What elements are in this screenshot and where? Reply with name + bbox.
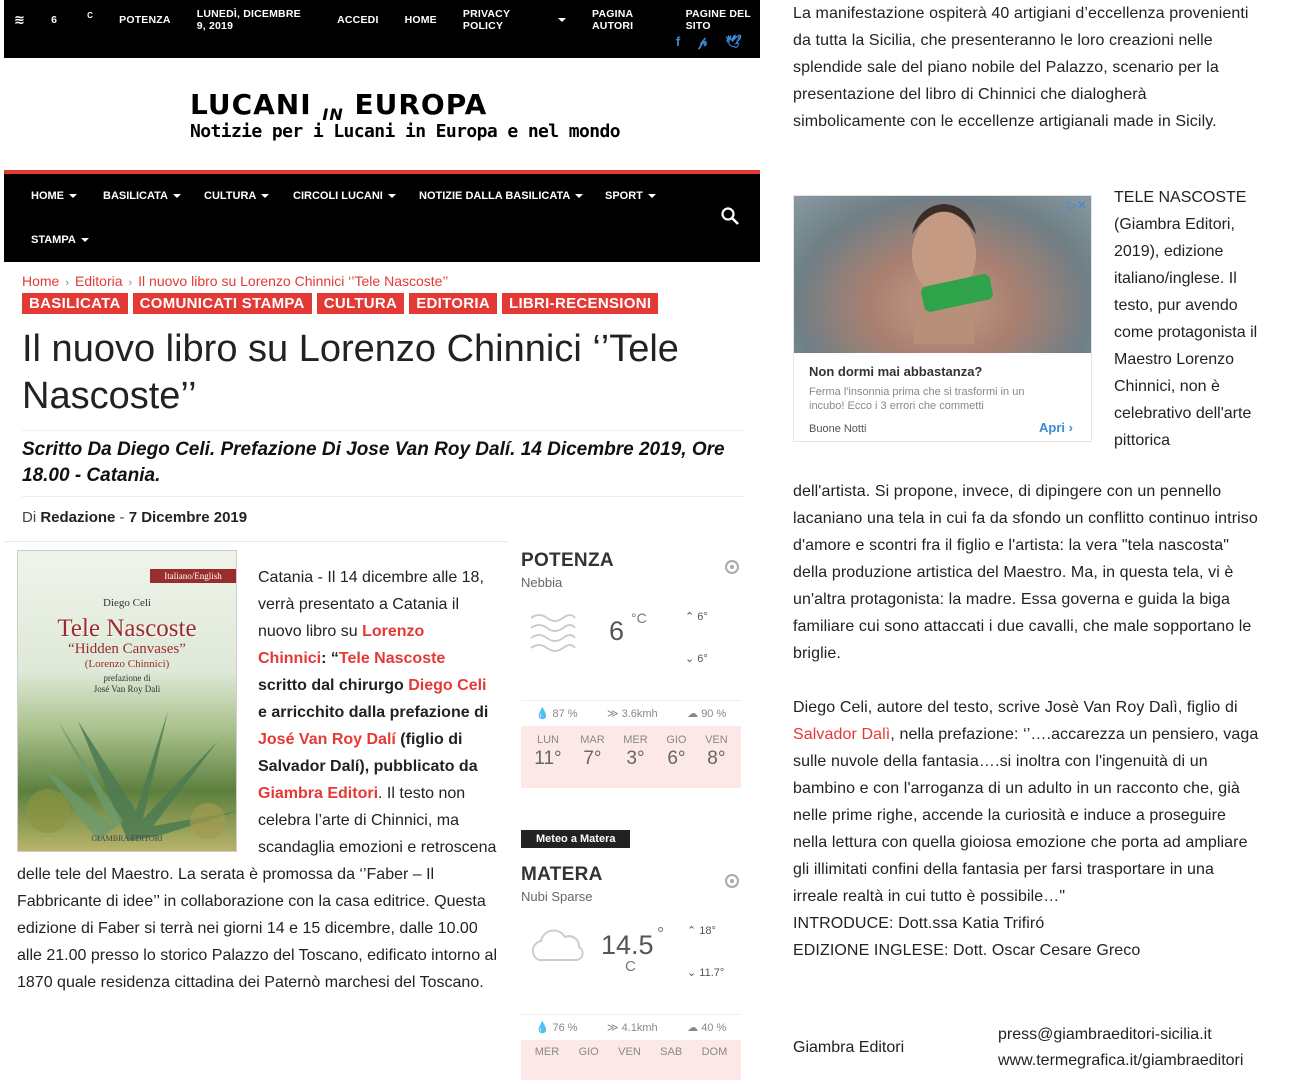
introduce-line: INTRODUCE: Dott.ssa Katia Trifiró bbox=[793, 915, 1045, 932]
weather-widget: ≋ 6 C POTENZA bbox=[14, 10, 171, 27]
ad-choices-icon[interactable]: ▷✕ bbox=[1067, 198, 1087, 212]
nav-notizie-basilicata[interactable]: NOTIZIE DALLA BASILICATA bbox=[419, 190, 583, 202]
breadcrumb-editoria[interactable]: Editoria bbox=[75, 273, 123, 289]
paragraph-manifestazione: La manifestazione ospiterà 40 artigiani d’eccellenza provenienti da tutta la Sicilia, che presenteranno le loro creazioni nelle splendide sale del piano nobile del Palazzo, scenario per la presentazione del libro di Chinnici che dialogherà simbolicamente con le eccellenze artigianali made in Sicily. bbox=[793, 5, 1249, 130]
right-column-text-2 bbox=[793, 478, 1263, 964]
nav-cultura[interactable]: CULTURA bbox=[204, 190, 269, 202]
nav-home[interactable]: HOME bbox=[31, 190, 77, 202]
weather-widget-potenza: POTENZA Nebbia 6 °C ⌃ 6° ⌄ 6° 💧 87 % ≫ 3.6kmh ☁ 90 % LUN 11° MAR 7° MER 3° GIO 6° VEN 8° Meteo a Matera MATERA Nubi Sparse 14.5 ° C ⌃ 18° ⌄ 11.7° 💧 76 % ≫ 4.1kmh ☁ 40 % MER GIO VEN SAB DOM bbox=[521, 550, 741, 1080]
forecast-row: LUN 11° MAR 7° MER 3° GIO 6° VEN 8° bbox=[521, 726, 741, 788]
nav-basilicata[interactable]: BASILICATA bbox=[103, 190, 181, 202]
twitter-icon[interactable]: 🕊 bbox=[725, 34, 742, 49]
publisher-name: Giambra Editori bbox=[793, 1039, 905, 1056]
tag-basilicata[interactable]: BASILICATA bbox=[22, 293, 128, 314]
contact-info bbox=[998, 1022, 1243, 1074]
nav-stampa[interactable]: STAMPA bbox=[31, 234, 89, 246]
nav-circoli-lucani[interactable]: CIRCOLI LUCANI bbox=[293, 190, 396, 202]
arrow-down-icon: ⌄ bbox=[685, 653, 695, 665]
link-giambra-editori[interactable]: Giambra Editori bbox=[258, 785, 379, 802]
location-icon[interactable] bbox=[725, 874, 739, 888]
book-cover-image: Italiano/English Diego Celi Tele Nascoste “Hidden Canvases” (Lorenzo Chinnici) prefazione di José Van Roy Dalì GIAMBRA EDITORI bbox=[17, 550, 237, 852]
link-salvador-dali[interactable]: Salvador Dalì bbox=[793, 726, 891, 743]
weather-tag: Meteo a Matera bbox=[521, 830, 630, 848]
fog-icon: ≋ bbox=[14, 12, 26, 27]
top-link-pagine[interactable]: PAGINE DEL SITO bbox=[685, 8, 751, 32]
site-tagline: Notizie per i Lucani in Europa e nel mondo bbox=[190, 121, 620, 142]
site-logo[interactable]: LUCANI $_{IN}$ EUROPA bbox=[190, 88, 488, 124]
article-date: 7 Dicembre 2019 bbox=[128, 509, 248, 526]
paragraph-prefazione: Diego Celi, autore del testo, scrive Josè Van Roy Dalì, figlio di Salvador Dalì, nella prefazione: ‘’….accarezza un pensiero, vaga sulle nuvole della fantasia….si inoltra con l'ingenuità di un bambino e con l'arroganza di un adulto in un racconto che, già nelle prime righe, accende la curiosità e induce a proseguire nella lettura con quella gioiosa emozione che porta ad ampliare gli illimitati confini della fantasia per farsi trasportare in una irreale realtà in cui tutto è possibile…" bbox=[793, 699, 1259, 905]
top-link-home[interactable]: HOME bbox=[404, 14, 437, 26]
english-edition-line: EDIZIONE INGLESE: Dott. Oscar Cesare Greco bbox=[793, 942, 1141, 959]
social-links bbox=[676, 34, 742, 50]
link-jose-van-roy-dali[interactable]: José Van Roy Dalí bbox=[258, 731, 396, 748]
chevron-right-icon: › bbox=[1068, 420, 1073, 435]
wind-icon: ≫ bbox=[607, 708, 619, 720]
article-title: Il nuovo libro su Lorenzo Chinnici ‘’Tele Nascoste’’ bbox=[22, 328, 679, 417]
breadcrumb-current: Il nuovo libro su Lorenzo Chinnici ‘’Tele Nascoste’’ bbox=[138, 273, 449, 289]
ad-open-button[interactable]: Apri › bbox=[1039, 420, 1073, 435]
right-column-text bbox=[793, 0, 1263, 135]
top-date: LUNEDÌ, DICEMBRE 9, 2019 bbox=[196, 8, 301, 32]
pinterest-icon[interactable]: 𝓅 bbox=[698, 34, 708, 49]
category-tags bbox=[22, 293, 658, 314]
divider bbox=[22, 496, 744, 497]
fog-icon bbox=[527, 610, 577, 654]
paragraph-tele-nascoste: TELE NASCOSTE (Giambra Editori, 2019), edizione italiano/inglese. Il testo, pur avendo come protagonista il Maestro Lorenzo Chinnici, non è celebrativo dell'arte pittorica bbox=[1114, 189, 1258, 449]
left-column bbox=[4, 0, 760, 1084]
paragraph-artista: dell'artista. Si propone, invece, di dipingere con un pennello lacaniano una tela in cui fa da sfondo un conflitto continuo intriso d'amore e scontri fra il figlio e l'artista: la vera "tela nascosta" della produzione artistica del Maestro. Ma, in questa tela, vi è un'altra protagonista: la madre. Essa governa e guida la biga familiare cui sono attaccati i due cavalli, che male sopportano le briglie. bbox=[793, 483, 1258, 662]
search-icon[interactable] bbox=[720, 206, 740, 226]
main-nav bbox=[4, 174, 760, 262]
breadcrumb: Home › Editoria › Il nuovo libro su Lorenzo Chinnici ‘’Tele Nascoste’’ bbox=[22, 273, 449, 289]
email-link[interactable]: press@giambraeditori-sicilia.it bbox=[998, 1026, 1212, 1043]
website-link[interactable]: www.termegrafica.it/giambraeditori bbox=[998, 1052, 1244, 1069]
cloud-icon bbox=[527, 924, 587, 968]
humidity-icon: 💧 bbox=[535, 1022, 550, 1034]
article-subtitle: Scritto Da Diego Celi. Prefazione Di Jose Van Roy Dalí. 14 Dicembre 2019, Ore 18.00 - Catania. bbox=[22, 439, 725, 486]
link-lorenzo-chinnici[interactable]: Lorenzo Chinnici bbox=[258, 623, 425, 667]
link-diego-celi[interactable]: Diego Celi bbox=[408, 677, 487, 694]
article-body: Catania - Il 14 dicembre alle 18, verrà presentato a Catania il nuovo libro su Lorenzo Chinnici: “Tele Nascoste scritto dal chirurgo Diego Celi e arricchito dalla prefazione di José Van Roy Dalí (figlio di Salvador Dalí), pubblicato da Giambra Editori. Il testo non celebra l’arte di Chinnici, ma scandaglia emozioni e retroscena delle tele del Maestro. La serata è promossa da ‘’Faber – Il Fabbricante di idee’’ in collaborazione con la casa editrice. Questa edizione di Faber si terrà nei giorni 14 e 15 dicembre, dalle 10.00 alle 21.00 presso lo storico Palazzo del Toscano, edificato intorno al 1870 quale residenza cittadina dei Paternò marchesi del Toscano. bbox=[17, 569, 497, 991]
divider bbox=[22, 430, 744, 431]
arrow-down-icon: ⌄ bbox=[687, 967, 697, 979]
top-link-accedi[interactable]: ACCEDI bbox=[337, 14, 379, 26]
ad-face-illustration bbox=[904, 204, 984, 344]
humidity-icon: 💧 bbox=[535, 708, 550, 720]
wind-icon: ≫ bbox=[607, 1022, 619, 1034]
location-icon[interactable] bbox=[725, 560, 739, 574]
tag-cultura[interactable]: CULTURA bbox=[317, 293, 404, 314]
tag-editoria[interactable]: EDITORIA bbox=[409, 293, 497, 314]
logo-area bbox=[4, 58, 760, 170]
divider bbox=[4, 541, 508, 542]
breadcrumb-home[interactable]: Home bbox=[22, 273, 60, 289]
cloud-icon: ☁ bbox=[687, 708, 699, 720]
forecast-row: MER GIO VEN SAB DOM bbox=[521, 1040, 741, 1080]
link-tele-nascoste[interactable]: Tele Nascoste bbox=[338, 650, 446, 667]
byline: Di Redazione - 7 Dicembre 2019 bbox=[22, 509, 248, 526]
arrow-up-icon: ⌃ bbox=[685, 611, 695, 623]
facebook-icon[interactable]: f bbox=[675, 34, 681, 49]
top-link-autori[interactable]: PAGINA AUTORI bbox=[592, 8, 634, 32]
tag-libri-recensioni[interactable]: LIBRI-RECENSIONI bbox=[502, 293, 658, 314]
advertisement[interactable]: ▷✕ Non dormi mai abbastanza? Ferma l'insonnia prima che si trasformi in un incubo! Ecco i 3 errori che commetti Buone Notti Apri › bbox=[793, 195, 1092, 442]
arrow-up-icon: ⌃ bbox=[687, 925, 697, 937]
top-link-privacy[interactable]: PRIVACY POLICY bbox=[463, 8, 566, 32]
weather-widget-matera: MATERA Nubi Sparse bbox=[521, 864, 741, 904]
nav-sport[interactable]: SPORT bbox=[605, 190, 656, 202]
tag-comunicati-stampa[interactable]: COMUNICATI STAMPA bbox=[133, 293, 312, 314]
cloud-icon: ☁ bbox=[687, 1022, 699, 1034]
top-bar bbox=[4, 0, 760, 58]
author-link[interactable]: Redazione bbox=[40, 509, 116, 526]
